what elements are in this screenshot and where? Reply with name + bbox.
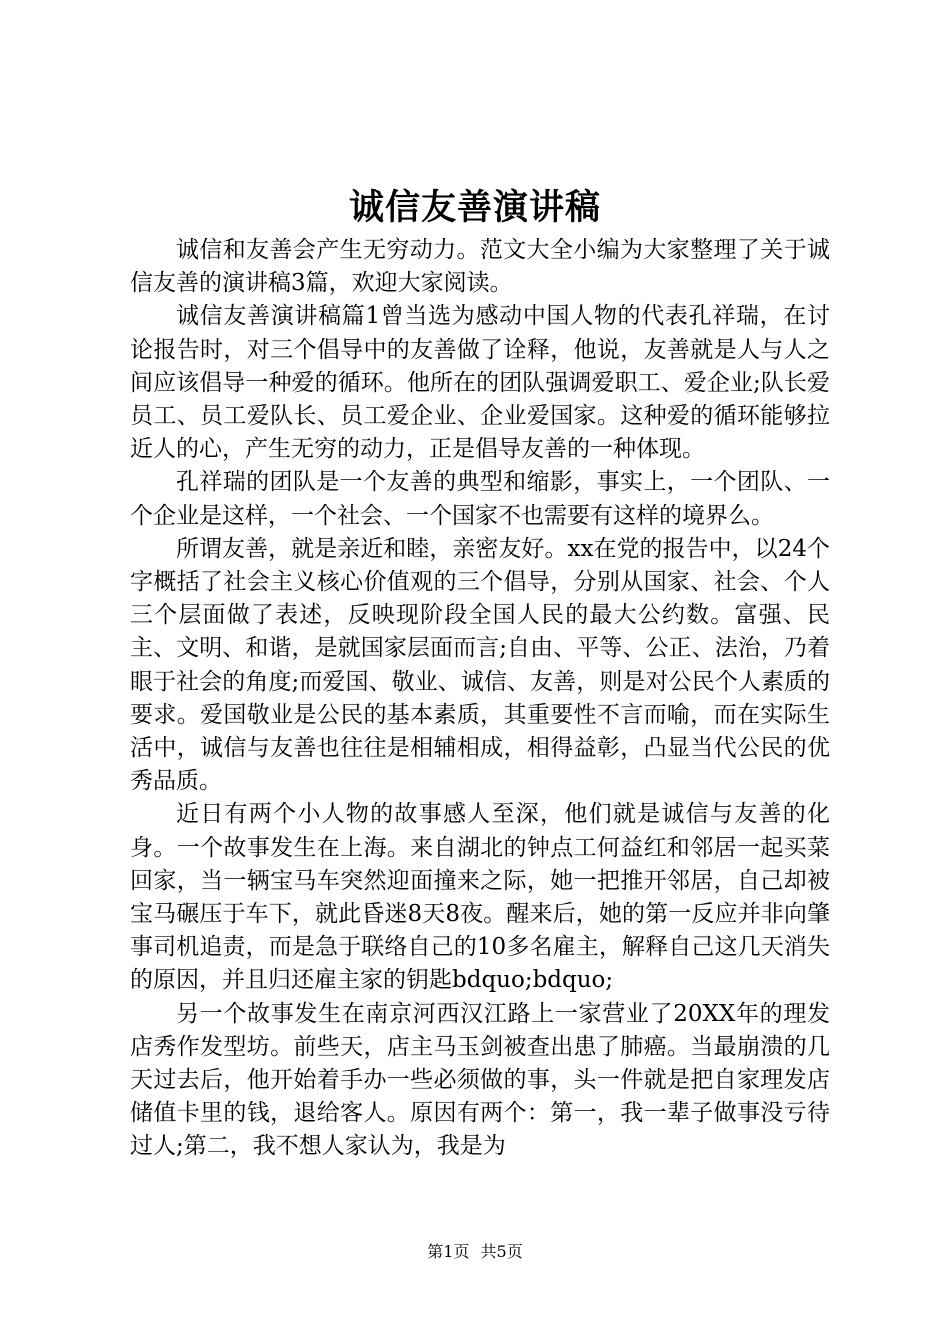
page-total: 共5页 [480, 1242, 523, 1261]
page-footer [0, 1240, 950, 1264]
paragraph-intro: 诚信和友善会产生无穷动力。范文大全小编为大家整理了关于诚信友善的演讲稿3篇，欢迎大家阅读。 [130, 237, 830, 297]
paragraph-story-2: 另一个故事发生在南京河西汉江路上一家营业了20XX年的理发店秀作发型坊。前些天，店主马玉剑被查出患了肺癌。当最崩溃的几天过去后，他开始着手办一些必须做的事，头一件就是把自家理发店储值卡里的钱，退给客人。原因有两个：第一，我一辈子做事没亏待过人;第二，我不想人家认为，我是为 [130, 1000, 830, 1160]
document-body [130, 234, 830, 1164]
page-number: 第1页 [427, 1242, 470, 1261]
paragraph-team: 孔祥瑞的团队是一个友善的典型和缩影，事实上，一个团队、一个企业是这样，一个社会、一个国家不也需要有这样的境界么。 [130, 469, 830, 529]
paragraph-story-1: 近日有两个小人物的故事感人至深，他们就是诚信与友善的化身。一个故事发生在上海。来自湖北的钟点工何益红和邻居一起买菜回家，当一辆宝马车突然迎面撞来之际，她一把推开邻居，自己却被宝马碾压于车下，就此昏迷8天8夜。醒来后，她的第一反应并非向肇事司机追责，而是急于联络自己的10多名雇主，解释自己这几天消失的原因，并且归还雇主家的钥匙bdquo;bdquo; [130, 801, 830, 994]
document-title: 诚信友善演讲稿 [348, 187, 601, 228]
paragraph-speech-1: 诚信友善演讲稿篇1曾当选为感动中国人物的代表孔祥瑞，在讨论报告时，对三个倡导中的友善做了诠释，他说，友善就是人与人之间应该倡导一种爱的循环。他所在的团队强调爱职工、爱企业;队长爱员工、员工爱队长、员工爱企业、企业爱国家。这种爱的循环能够拉近人的心，产生无穷的动力，正是倡导友善的一种体现。 [130, 303, 830, 463]
paragraph-definition: 所谓友善，就是亲近和睦，亲密友好。xx在党的报告中，以24个字概括了社会主义核心价值观的三个倡导，分别从国家、社会、个人三个层面做了表述，反映现阶段全国人民的最大公约数。富强、民主、文明、和谐，是就国家层面而言;自由、平等、公正、法治，乃着眼于社会的角度;而爱国、敬业、诚信、友善，则是对公民个人素质的要求。爱国敬业是公民的基本素质，其重要性不言而喻，而在实际生活中，诚信与友善也往往是相辅相成，相得益彰，凸显当代公民的优秀品质。 [130, 535, 830, 795]
